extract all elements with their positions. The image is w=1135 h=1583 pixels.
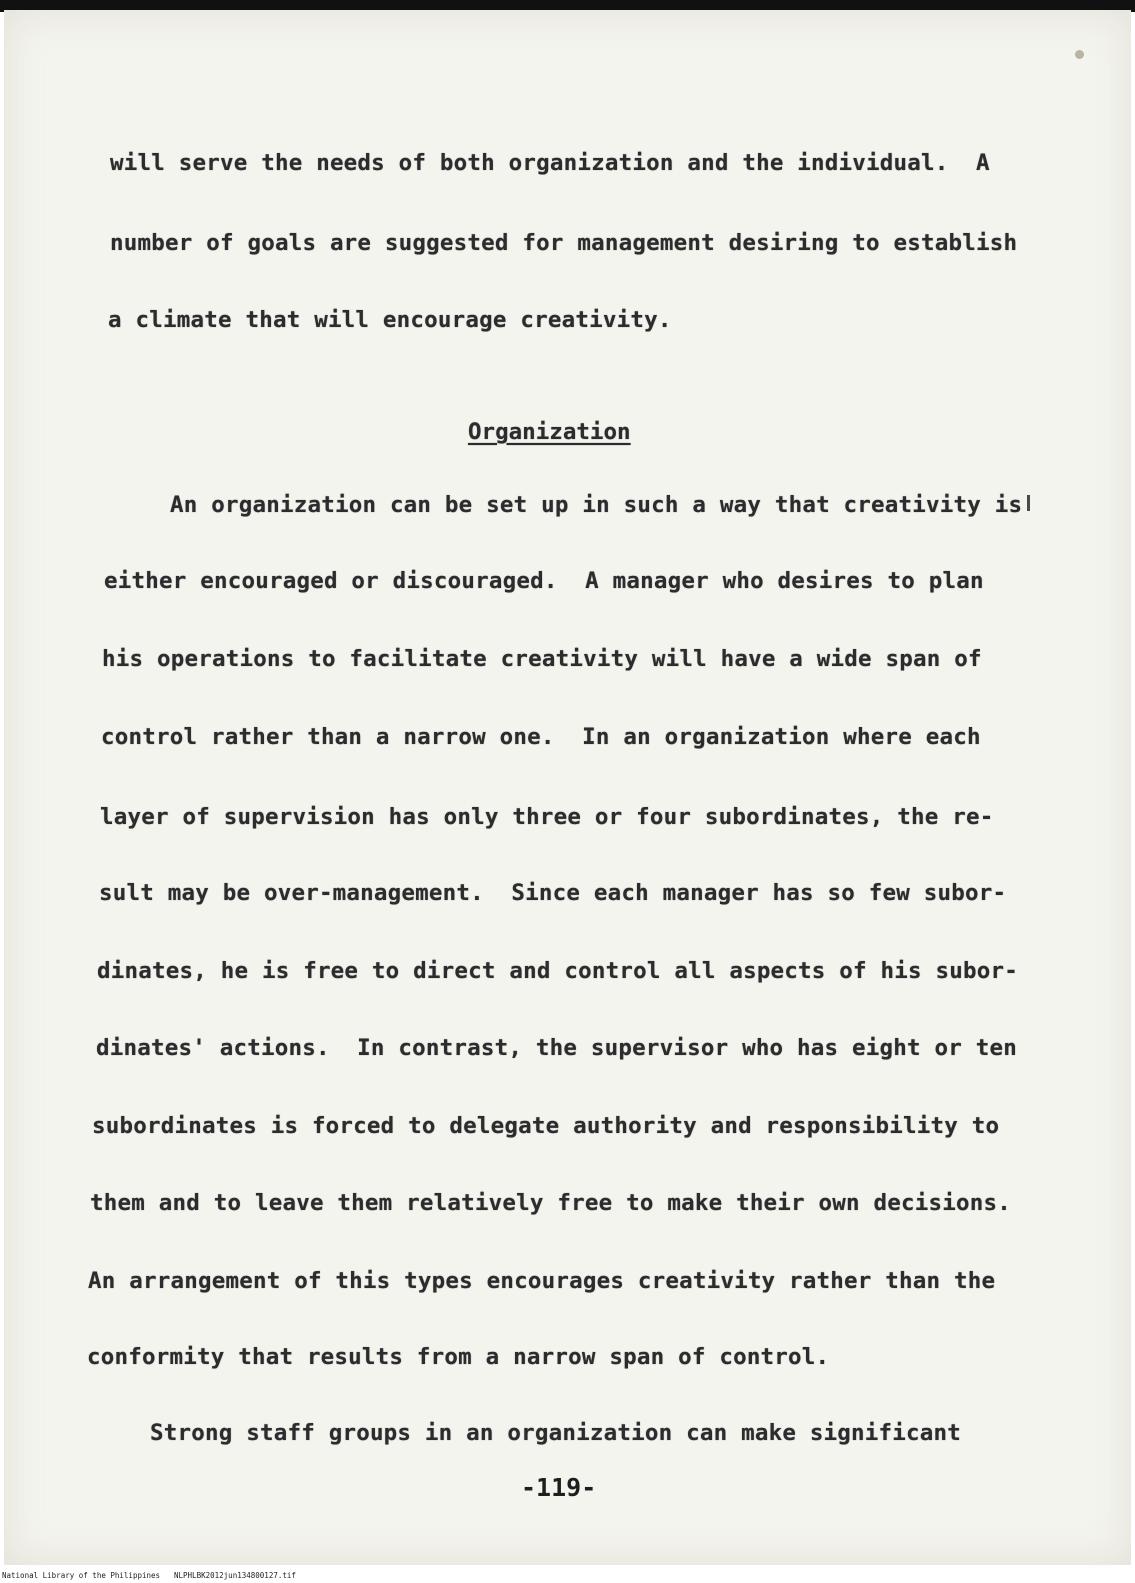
footer-library: National Library of the Philippines bbox=[2, 1571, 161, 1580]
intro-line-3: a climate that will encourage creativity. bbox=[108, 307, 672, 333]
margin-mark bbox=[1027, 495, 1030, 511]
paragraph-line-8: dinates' actions. In contrast, the supervisor who has eight or ten bbox=[96, 1035, 1017, 1061]
intro-line-2: number of goals are suggested for management desiring to establish bbox=[110, 230, 1018, 256]
page-number: -119- bbox=[521, 1473, 597, 1502]
paragraph-line-11: An arrangement of this types encourages creativity rather than the bbox=[88, 1268, 996, 1294]
paragraph-line-6: sult may be over-management. Since each manager has so few subor- bbox=[99, 880, 1007, 906]
paragraph-line-4: control rather than a narrow one. In an organization where each bbox=[101, 724, 981, 750]
paragraph-line-12: conformity that results from a narrow span of control. bbox=[87, 1344, 830, 1370]
paragraph-line-7: dinates, he is free to direct and control all aspects of his subor- bbox=[97, 958, 1018, 984]
document-page bbox=[4, 10, 1131, 1565]
intro-line-1: will serve the needs of both organization and the individual. A bbox=[110, 150, 990, 176]
paragraph-line-1: An organization can be set up in such a way that creativity is bbox=[170, 492, 1023, 518]
footer-filename: NLPHLBK2012jun134800127.tif bbox=[174, 1571, 296, 1580]
scan-footer bbox=[0, 1565, 1135, 1583]
final-line: Strong staff groups in an organization can make significant bbox=[150, 1420, 962, 1446]
paragraph-line-9: subordinates is forced to delegate authority and responsibility to bbox=[92, 1113, 1000, 1139]
paragraph-line-5: layer of supervision has only three or four subordinates, the re- bbox=[100, 804, 994, 830]
paragraph-line-3: his operations to facilitate creativity will have a wide span of bbox=[102, 646, 982, 672]
paper-stain bbox=[1075, 50, 1084, 59]
paragraph-line-10: them and to leave them relatively free to make their own decisions. bbox=[90, 1190, 1011, 1216]
section-heading: Organization bbox=[468, 419, 631, 445]
paragraph-line-2: either encouraged or discouraged. A manager who desires to plan bbox=[104, 568, 984, 594]
